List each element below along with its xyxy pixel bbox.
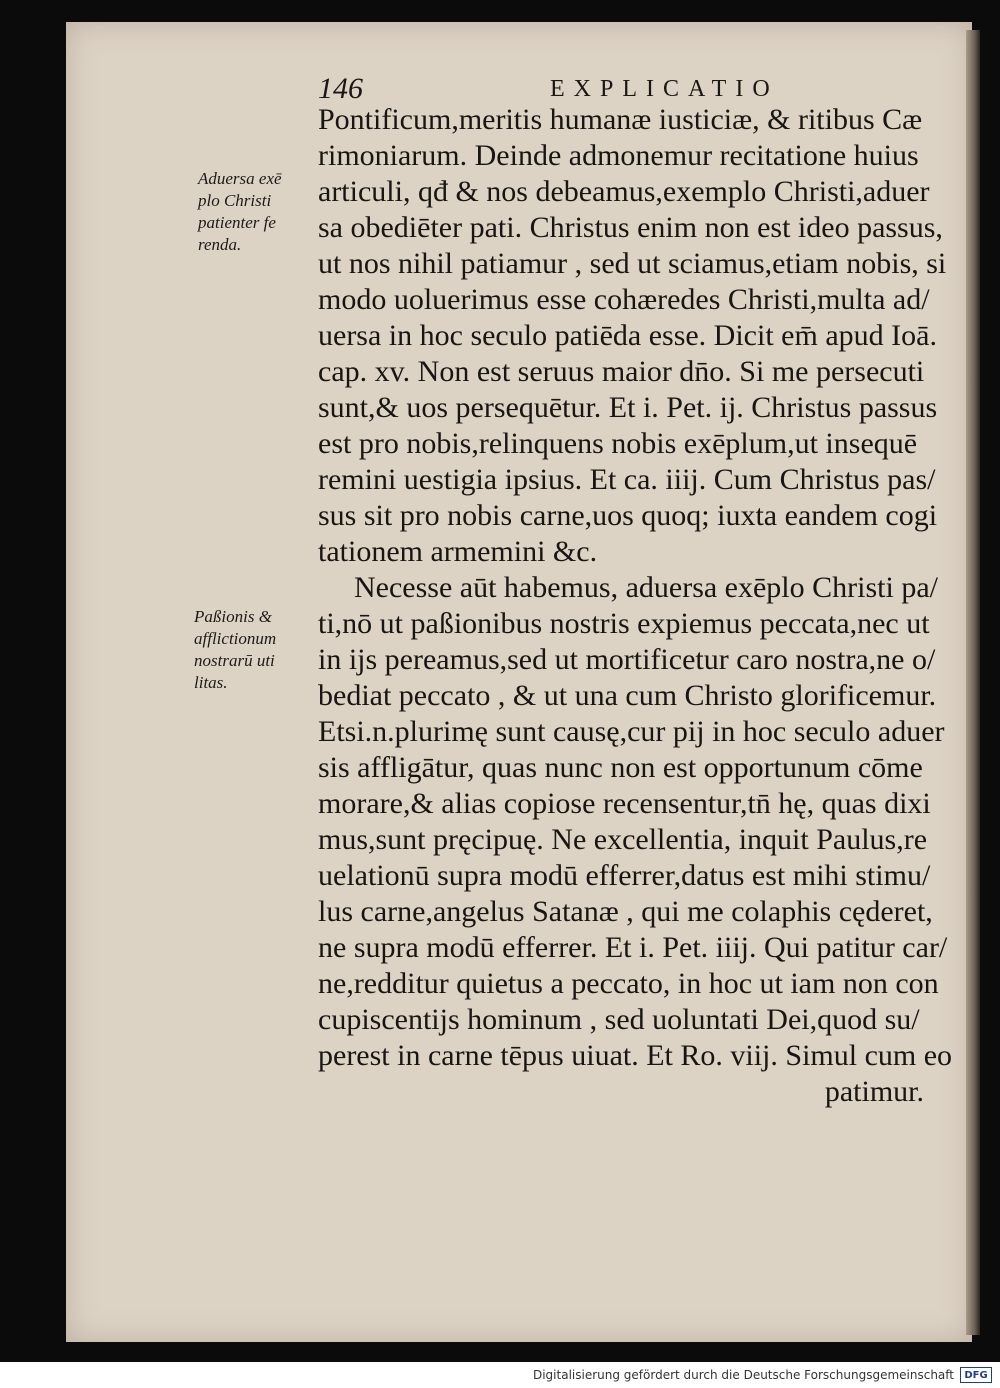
marginal-note-line: litas. [194,673,228,692]
marginal-note-line: afflictionum [194,629,277,648]
marginal-note-line: nostrarū uti [194,651,275,670]
text-line: uelationū supra modū efferrer,datus est mihi stimu/ [318,859,931,892]
text-line: sis affligātur, quas nunc non est opportunum cōme [318,751,923,784]
running-head: EXPLICATIO [550,76,779,102]
marginal-note-adversity [198,168,282,256]
text-line: sunt,& uos persequētur. Et i. Pet. ij. Christus passus [318,391,938,424]
text-line: patimur. [824,1075,924,1108]
text-line: remini uestigia ipsius. Et ca. iiij. Cum Christus pas/ [318,463,936,496]
text-line: tationem armemini &c. [318,535,598,568]
text-line: sa obediēter pati. Christus enim non est ideo passus, [318,211,943,244]
digitization-footer [0,1362,1000,1388]
text-line: ut nos nihil patiamur , sed ut sciamus,etiam nobis, si [318,247,947,280]
page-edge [966,30,980,1335]
text-line: lus carne,angelus Satanæ , qui me colaphis cęderet, [318,895,933,928]
text-line: Etsi.n.plurimę sunt causę,cur pij in hoc seculo aduer [318,715,945,748]
body-text [318,102,968,1110]
text-line: morare,& alias copiose recensentur,tn̄ hę, quas dixi [318,787,931,820]
text-line: uersa in hoc seculo patiēda esse. Dicit em̄ apud Ioā. [318,319,937,352]
text-line: ti,nō ut paßionibus nostris expiemus peccata,nec ut [318,607,930,640]
page-number: 146 [318,72,363,105]
text-line: mus,sunt pręcipuę. Ne excellentia, inquit Paulus,re [318,823,928,856]
text-line: modo uoluerimus esse cohæredes Christi,multa ad/ [318,283,930,316]
text-line: rimoniarum. Deinde admonemur recitatione huius [318,139,919,172]
text-line: bediat peccato , & ut una cum Christo glorificemur. [318,679,937,712]
text-line: articuli, qđ & nos debeamus,exemplo Christi,aduer [318,175,930,208]
funding-credit: Digitalisierung gefördert durch die Deutsche Forschungsgemeinschaft [532,1368,954,1382]
text-line: cap. xv. Non est seruus maior dn̄o. Si me persecuti [318,355,925,388]
marginal-note-line: Paßionis & [194,607,272,626]
dfg-logo: DFG [960,1367,992,1383]
marginal-note-passion [194,606,276,694]
text-line: ne,redditur quietus a peccato, in hoc ut iam non con [318,967,939,1000]
text-line: ne supra modū efferrer. Et i. Pet. iiij. Qui patitur car/ [318,931,948,964]
text-line: cupiscentijs hominum , sed uoluntati Dei,quod su/ [318,1003,920,1036]
marginal-note-line: Aduersa exē [198,169,282,188]
text-line: est pro nobis,relinquens nobis exēplum,ut insequē [318,427,918,460]
text-line: Pontificum,meritis humanæ iusticiæ, & ritibus Cæ [318,103,923,136]
marginal-note-line: patienter fe [198,213,276,232]
text-line: in ijs pereamus,sed ut mortificetur caro nostra,ne o/ [318,643,936,676]
marginal-note-line: plo Christi [198,191,272,210]
marginal-note-line: renda. [198,235,242,254]
text-line: perest in carne tēpus uiuat. Et Ro. viij. Simul cum eo [318,1039,953,1072]
text-line: Necesse aūt habemus, aduersa exēplo Christi pa/ [354,571,938,604]
text-line: sus sit pro nobis carne,uos quoq; iuxta eandem cogi [318,499,938,532]
